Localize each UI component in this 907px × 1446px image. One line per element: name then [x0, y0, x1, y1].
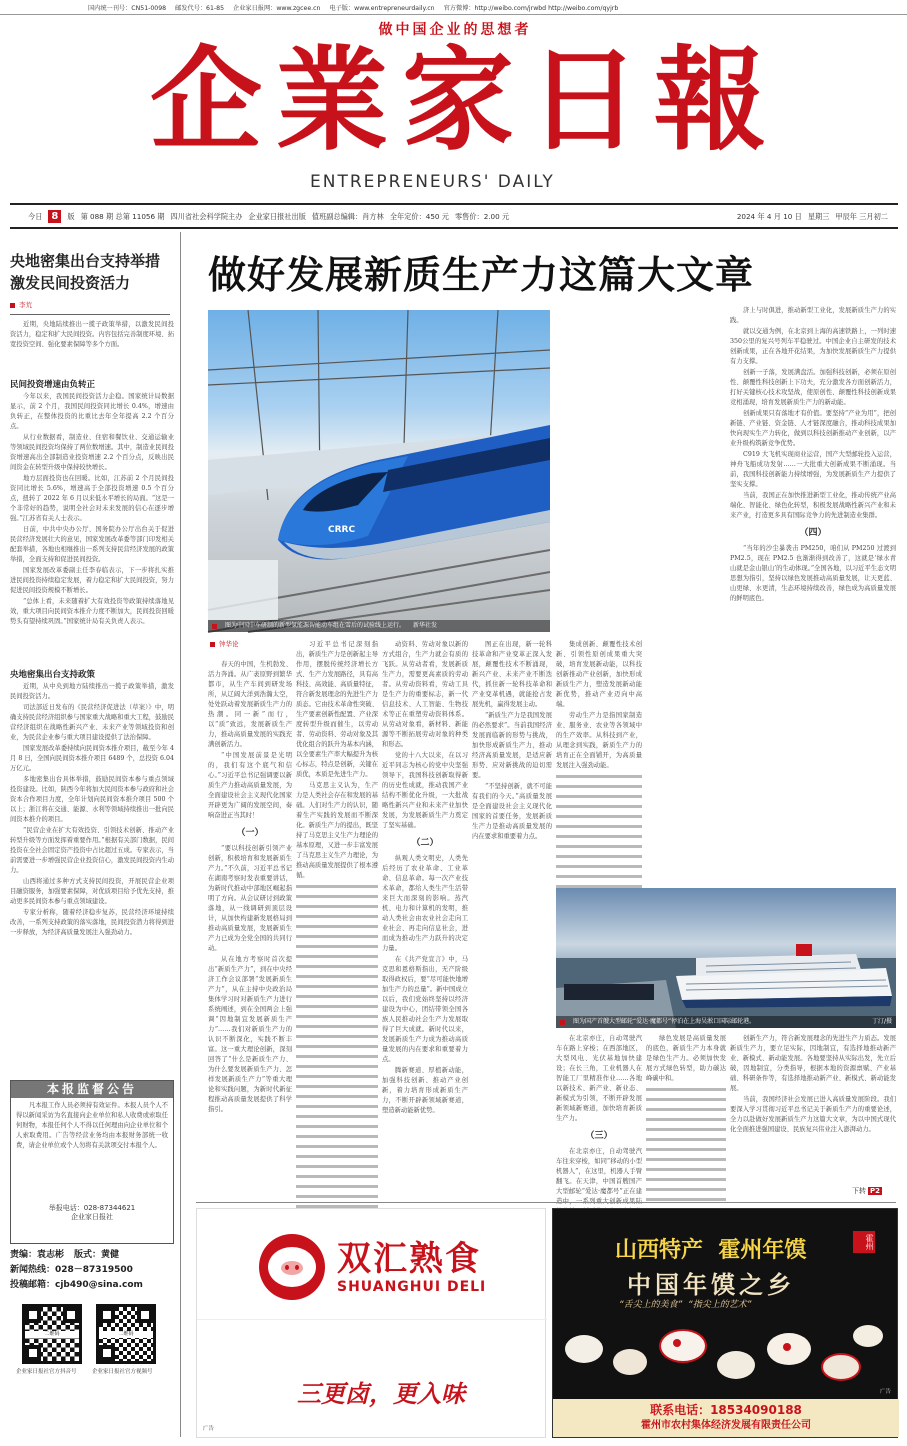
ad-company: 霍州市农村集体经济发展有限责任公司 — [641, 1420, 811, 1431]
author-marker-icon — [10, 303, 15, 308]
caption-credit: 新华社发 — [413, 622, 438, 629]
main-paragraph: 就以交通为例，在北京到上海的高速铁路上，一列时速350公里的复兴号列车平稳驶过。中国企业自主研发的技术创新成果，正在各地开花结果，为加快发展新质生产力提供有力支撑。 — [730, 328, 896, 365]
main-paragraph: C919 大飞机实现商业运营，国产大型邮轮投入运营，神舟飞船成功发射……一大批重大创新成果不断涌现。当前，我国科技创新能力持续增强，为发展新质生产力提供了坚实支撑。 — [730, 451, 896, 488]
page-count-badge: 8 — [48, 210, 61, 223]
main-col-4-bottom — [556, 1034, 642, 1200]
main-paragraph: 党的十八大以来，在以习近平同志为核心的党中央坚强领导下，我国科技创新取得新的历史性成就，推动我国产业结构不断优化升级，一大批战略性新兴产业和未来产业加快发展，为发展新质生产力奠定了坚实基础。 — [382, 752, 468, 829]
credits-box — [10, 1248, 174, 1293]
supervision-notice — [10, 1080, 174, 1244]
main-paragraph: 集成创新、颠覆性技术创新、引领性原创成果重大突破，培育发展新动能，以科技创新推动产业创新，加快形成新质生产力，塑造发展新动能新优势，推动产业迈向中高端。 — [556, 641, 642, 708]
train-photo-caption — [208, 620, 550, 632]
retail-price: 零售价：2.00 元 — [454, 211, 510, 221]
slogan: 做中国企业的思想者 — [378, 22, 532, 38]
train-photo — [208, 310, 550, 632]
lunar-date: 甲辰年 三月初二 — [835, 211, 888, 221]
page-count-unit: 版 — [67, 211, 75, 221]
ad-badge: 霍州 — [853, 1231, 875, 1253]
left-body-1 — [10, 392, 174, 662]
main-paragraph: 绿色发展是高质量发展的底色，新质生产力本身就是绿色生产力。必须加快发展方式绿色转型，助力碳达峰碳中和。 — [646, 1035, 726, 1082]
ad-brand-english: SHUANGHUI DELI — [337, 1279, 487, 1295]
ship-caption-credit: 丁汀/摄 — [871, 1018, 892, 1025]
left-subheading-2: 央地密集出台支持政策 — [10, 670, 96, 680]
notice-org: 企业家日报社 — [71, 1213, 113, 1221]
main-author: 钟华论 — [219, 640, 239, 648]
jump-to-page[interactable] — [852, 1186, 882, 1196]
ad-title-1: 山西特产 霍州年馍 — [615, 1238, 807, 1263]
left-paragraph: “民营企业在扩大有效投资、引领技术创新、推动产业转型升级等方面发挥着重要作用。”根据有关部门数据，民间投资在全社会固定资产投资中占比超过五成。专家表示，当前需要进一步增强民营企业投资信心，激发民间投资内生动力。 — [10, 827, 174, 874]
ad-title-3: “舌尖上的美食” “指尖上的艺术” — [619, 1300, 752, 1310]
main-paragraph: 从在地方考察时首次提出“新质生产力”，到在中央经济工作会议部署“发展新质生产力”，从在主持中央政治局集体学习时对新质生产力进行系统阐述，到在全国两会上强调“因地制宜发展新质生产力”……我们对新质生产力的认识不断深化，实践不断丰富。这一重大理论创新，深刻回答了“什么是新质生产力、为什么要发展新质生产力、怎样发展新质生产力”等重大理论和实践问题，为新时代新征程推动高质量发展提供了科学指引。 — [208, 956, 292, 1113]
qr-code-video[interactable] — [96, 1304, 156, 1364]
left-column — [0, 232, 178, 1442]
main-paragraph: 马克思主义认为，生产力是人类社会存在和发展的基础。人们对生产力的认识，随着生产实践的发展而不断深化。新质生产力的提出，既坚持了马克思主义生产力理论的基本原理，又进一步丰富发展了马克思主义生产力理论，为推动高质量发展提供了根本遵循。 — [296, 782, 378, 879]
main-paragraph: 动资料、劳动对象以新的方式组合，生产力就会有质的飞跃。从劳动者看，发展新质生产力，需要更高素质的劳动者。从劳动资料看，劳动工具是生产力的重要标志，新一代信息技术、人工智能、生物技术等正在重塑劳动资料体系。从劳动对象看，新材料、新能源等不断拓展劳动对象的种类和形态。 — [382, 641, 468, 748]
train-illustration — [208, 310, 550, 632]
main-paragraph: 劳动生产力是指国家制造业、服务业、农业等各领域中的生产效率。从科技到产业，从理念到实践，新质生产力的培育正在全面铺开，为高质量发展注入强劲动能。 — [556, 712, 642, 769]
ad-right-tag: 广告 — [879, 1389, 891, 1395]
svg-text:CRRC: CRRC — [328, 525, 356, 535]
main-paragraph: 习近平总书记深刻指出，新质生产力是创新起主导作用，摆脱传统经济增长方式、生产力发展路径，具有高科技、高效能、高质量特征，符合新发展理念的先进生产力质态。它由技术革命性突破、生产要素创新性配置、产业深度转型升级而催生，以劳动者、劳动资料、劳动对象及其优化组合的跃升为基本内涵，以全要素生产率大幅提升为核心标志，特点是创新，关键在质优，本质是先进生产力。 — [296, 641, 378, 778]
weibo-url[interactable]: 官方微博：http://weibo.com/jrwbd http://weibo.com/qyjrb — [443, 5, 619, 12]
left-subheading-1: 民间投资增速由负转正 — [10, 380, 96, 390]
postal-code: 邮发代号：61-85 — [175, 5, 225, 12]
pig-logo-icon — [259, 1234, 325, 1300]
ad-huozhou[interactable] — [552, 1208, 898, 1438]
left-author: 李荒 — [19, 301, 32, 309]
qr-label-douyin: 企业家日报社官方抖音号 — [16, 1369, 77, 1375]
ship-photo-caption — [556, 1016, 896, 1028]
ad-slogan: 三更卤，更入味 — [297, 1380, 465, 1408]
main-paragraph: “中国发展前景是光明的，我们有这个底气和信心。”习近平总书记强调要以新质生产力推动高质量发展，为全面建设社会主义现代化国家开辟更为广阔的发展空间，奏响奋进正当其时！ — [208, 752, 292, 819]
dateline-bar — [28, 209, 888, 223]
today-label: 今日 — [28, 211, 43, 221]
main-col-7-bottom — [730, 1034, 896, 1184]
left-paragraph: 国家发展改革委副主任李春临表示，下一步将扎实推进民间投资持续稳定发展，着力稳定和扩大民间投资，努力促进民间投资规模不断增长。 — [10, 567, 174, 594]
ship-photo — [556, 888, 896, 1028]
cn-number: 国内统一刊号：CN51-0098 — [88, 5, 167, 12]
section-heading-2: （二） — [411, 838, 439, 848]
left-paragraph: 地方层面投资也在回暖。比如，江苏前 2 个月民间投资同比增长 5.6%，增速高于全部投资增速 0.5 个百分点，扭转了 2022 年 6 月以来低水平增长的局面。“这是一个非常好的趋势，说明全社会对未来发展的信心在逐步增强。”江苏省有关人士表示。 — [10, 475, 174, 522]
ship-caption-text: 图为国产首艘大型邮轮“爱达·魔都号”停泊在上海吴淞口国际邮轮港。 — [573, 1018, 756, 1025]
main-paragraph: “新质生产力是我国发展的必然要求”。当前我国经济发展面临新的形势与挑战，加快形成新质生产力，推动经济高质量发展，是适应新形势、应对新挑战的迫切需要。 — [472, 712, 552, 779]
publisher: 企业家日报社出版 — [248, 211, 306, 221]
left-headline-line-2: 激发民间投资活力 — [10, 274, 131, 292]
credit-layout: 版式：黄健 — [74, 1250, 120, 1260]
steamed-buns-illustration — [553, 1319, 899, 1397]
credit-editor: 责编：袁志彬 — [10, 1250, 65, 1260]
qr-code-douyin[interactable] — [22, 1304, 82, 1364]
left-paragraph: “总体上看，未来随着扩大有效投资等政策持续落地见效，重大项目向民间资本推介力度不断加大，民间投资回暖势头有望持续巩固。”国家统计局有关负责人表示。 — [10, 598, 174, 625]
main-paragraph: 济上与时俱进，推动新型工业化，发展新质生产力的实践。 — [730, 307, 896, 324]
submit-email[interactable]: 投稿邮箱：cjb490@sina.com — [10, 1280, 143, 1290]
qr-label-video: 企业家日报社官方视频号 — [92, 1369, 153, 1375]
ad-phone: 联系电话：18534090188 — [650, 1403, 802, 1417]
date: 2024 年 4 月 10 日 — [736, 211, 802, 221]
main-paragraph: 在《共产党宣言》中，马克思和恩格斯指出，无产阶级取得政权后，要“尽可能快地增加生产力的总量”。新中国成立以后，我们党始终坚持以经济建设为中心，团结带领全国各族人民推动社会生产力发展取得了巨大成就。新时代以来，发展新质生产力成为推动高质量发展的内在要求和重要着力点。 — [382, 956, 468, 1063]
main-paragraph: 当前，我国经济社会发展已进入高质量发展阶段。我们要深入学习贯彻习近平总书记关于新质生产力的重要论述，全力以赴做好发展新质生产力这篇大文章，为以中国式现代化全面推进强国建设、民族复兴伟业注入澎湃动力。 — [730, 1096, 896, 1133]
left-paragraph: 司法部近日发布的《民营经济促进法（草案）》中，明确支持民营经济组织参与国家重大战略和重大工程，鼓励民营经济组织在战略性新兴产业、未来产业等领域投资和创业，为民营企业参与重大项目建设提供了法治保障。 — [10, 704, 174, 741]
main-col-5-top — [556, 640, 642, 882]
ad-contact-bar — [553, 1399, 899, 1437]
ad-brand-name: 双汇熟食 — [337, 1239, 481, 1279]
main-paragraph: 创新一子落，发展满盘活。加强科技创新，必须在原创性、颠覆性科技创新上下功夫，充分激发各方面创新活力，打好关键核心技术攻坚战，使原创性、颠覆性科技创新成果竞相涌现，培育发展新质生产力的新动能。 — [730, 369, 896, 406]
main-paragraph: 腾新赛道、厚植新动能，加强科技创新、推动产业创新，着力培育形成新质生产力，不断开辟新领域新赛道，塑造新动能新优势。 — [382, 1067, 468, 1114]
left-paragraph: 今年以来，我国民间投资活力企稳。国家统计局数据显示，前 2 个月，我国民间投资同比增长 0.4%，增速由负转正，在整体投资的比重比去年全年提高 2.2 个百分点。 — [10, 393, 174, 430]
main-paragraph: 图正在出现，新一轮科技革命和产业变革正深入发展，颠覆性技术不断涌现，新兴产业、未来产业不断迭代，抓住新一轮科技革命和产业变革机遇，就能抢占发展先机，赢得发展主动。 — [472, 641, 552, 708]
epaper-url[interactable]: 电子版：www.entrepreneurdaily.cn — [329, 5, 435, 12]
masthead-english: ENTREPRENEURS' DAILY — [310, 172, 555, 192]
main-paragraph: 在北京亦庄，自动驾驶汽车在路上穿梭；在西部地区，大型风电、光伏基地加快建设；在长三角，工业机器人在智能工厂里精准作业……各地以新技术、新产业、新业态、新模式为引领，不断开辟发展新领域新赛道，加快培育新质生产力。 — [556, 1035, 642, 1122]
left-paragraph: 山西将通过多种方式支持民间投资，开展民营企业项目融资服务，加强要素保障，对优质项目给予优先支持，推动更多民间资本参与重点领域建设。 — [10, 878, 174, 905]
main-author-row — [210, 640, 239, 649]
main-col-4-top — [472, 640, 552, 882]
ship-illustration — [556, 888, 896, 1028]
website[interactable]: 企业家日报网：www.zgcee.cn — [233, 5, 321, 12]
left-paragraph: 国家发展改革委持续向民间资本推介项目，截至今年 4 月 8 日，全国向民间资本推介项目 6489 个，总投资 6.04 万亿元。 — [10, 745, 174, 772]
main-paragraph: 创新生产力，符合新发展理念的先进生产力质态。发展新质生产力，要立足实际，因地制宜，有选择地推动新产业、新模式、新动能发展。各地要坚持从实际出发，先立后破，因地制宜，分类指导，根据本地的资源禀赋、产业基础、科研条件等，有选择地推动新产业、新模式、新动能发展。 — [730, 1035, 896, 1092]
notice-body: 凡本报工作人员必须持有效证件。本报人员个人不得以新闻采访为名直接向企业单位和私人收费或索取任何财物，本报任何个人不得以任何理由向企业单位和个人索取费用。广告等经营业务均由本报财务部统一收费，请企业单位或个人勿将有关款项交付本报个人。 — [16, 1102, 168, 1149]
notice-phone: 举报电话：028-87344621 — [48, 1204, 136, 1212]
notice-title: 本报监督公告 — [11, 1081, 173, 1098]
sponsor: 四川省社会科学院主办 — [170, 211, 243, 221]
ad-left-tag: 广告 — [203, 1426, 215, 1432]
main-paragraph: “要以科技创新引领产业创新，积极培育和发展新质生产力。”不久前，习近平总书记在湖南考察时发表重要讲话，为新时代推动中部地区崛起指明了方向。从会议研讨到政策落地，从一线调研到顶层设计，从加快构建新发展格局到推动高质量发展，发展新质生产力已成为全党全国的共同行动。 — [208, 845, 292, 952]
section-heading-4: （四） — [799, 528, 827, 538]
news-hotline: 新闻热线：028－87319500 — [10, 1265, 133, 1275]
caption-marker-icon — [560, 1020, 565, 1025]
main-col-6-bottom — [646, 1034, 726, 1200]
annual-price: 全年定价：450 元 — [389, 211, 449, 221]
top-info-bar — [88, 4, 848, 13]
caption-text: 图为中国中车研制的新型氢能源智能动车组在雪后的试验线上运行。 — [225, 622, 406, 629]
main-headline: 做好发展新质生产力这篇大文章 — [208, 252, 755, 297]
jump-page: P2 — [870, 1187, 881, 1195]
duty-editor: 值班副总编辑：肖方林 — [311, 211, 384, 221]
main-paragraph: “当年的沙尘暴袭击 PM250，咱们从 PM250 过渡到 PM2.5，现在 PM2.5 也渐渐得到改善了，这就是‘绿水青山就是金山银山’的生动体现。”全国各地，以习近平生态文明思想为指引，坚持以绿色发展推动高质量发展，让天更蓝、山更绿、水更清，生态环境持续改善，绿色成为高质量发展的鲜明底色。 — [730, 545, 896, 602]
main-paragraph: 当前，我国正在加快推进新型工业化，推动传统产业高端化、智能化、绿色化转型，积极发展战略性新兴产业和未来产业，打造更多具有国际竞争力的先进制造业集群。 — [730, 492, 896, 519]
main-col-5 — [730, 306, 896, 884]
qr-code-douyin-placeholder: 二维码 — [25, 1331, 79, 1338]
left-paragraph: 多地密集出台具体举措，鼓励民间资本参与重点领域投资建设。比如，陕西今年将加大民间资本参与政府和社会资本合作项目力度，全年计划向民间资本推介项目 500 个以上；浙江将在交通、能源、水利等领域持续推出一批向民间资本推介的项目。 — [10, 776, 174, 823]
issue-number: 第 088 期 总第 11056 期 — [80, 211, 165, 221]
section-heading-1: （一） — [236, 828, 264, 838]
main-paragraph: 在北京亦庄，自动驾驶汽车往来穿梭，如同“移动的小型机器人”，在这里，机器人手臂翻飞。在天津，中国首艘国产大型邮轮“爱达·魔都号”正在建 — [556, 1148, 642, 1195]
ad-shuanghui[interactable] — [196, 1208, 546, 1438]
main-paragraph: 春天的中国，生机勃发、活力奔涌。从广袤原野到繁华都市，从生产车间到研发场所，从辽阔大洋到浩瀚太空，处处跃动着发展新质生产力的热潮。同一新”而行，以“质”致远，发展新质生产力，推动高质量发展的实践充满创新活力。 — [208, 661, 292, 748]
left-body-2 — [10, 682, 174, 1072]
author-marker-icon — [210, 642, 215, 647]
left-headline-line-1: 央地密集出台支持举措 — [10, 252, 161, 270]
main-paragraph: “不坚持创新，就不可能有我们的今天。”高质量发展是全面建设社会主义现代化国家的首要任务，发展新质生产力是推动高质量发展的内在要求和重要着力点。 — [472, 783, 552, 840]
left-paragraph: 专家分析称，随着经济稳步复苏，民营经济环境持续改善，一系列支持政策的落实落地，民间投资潜力将得到进一步释放，为经济高质量发展注入强劲动力。 — [10, 909, 174, 936]
weekday: 星期三 — [807, 211, 830, 221]
caption-marker-icon — [212, 624, 217, 629]
left-paragraph: 近期，从中央到地方陆续推出一揽子政策举措，激发民间投资活力。 — [10, 683, 174, 700]
masthead-title: 企業家日報 — [150, 35, 780, 166]
left-paragraph: 从行业数据看，制造业、住宿和餐饮业、交通运输业等领域民间投资均保持了两位数增速。其中，制造业民间投资增速高出全部制造业投资增速 2.2 个百分点，反映出民间资金在转型升级中保持较快增长。 — [10, 434, 174, 471]
qr-code-video-placeholder: 二维码 — [99, 1331, 153, 1338]
left-paragraph: 日前，中共中央办公厅、国务院办公厅出台关于促进民营经济发展壮大的意见，国家发展改革委等部门印发相关配套举措，各地也相继推出一系列支持民营经济发展的政策举措，全面支持和促进民间投资。 — [10, 526, 174, 563]
left-lead: 近期，央地陆续推出一揽子政策举措，以激发民间投资活力，稳定和扩大民间投资。内容包括完善制度环境、拓宽投资空间、强化要素保障等多个方面。 — [10, 321, 174, 348]
main-paragraph: 纵观人类文明史，人类先后经历了农业革命、工业革命、信息革命。每一次产业技术革命，都给人类生产生活带来巨大而深刻的影响。蒸汽机、电力和计算机的发明，推动人类社会由农业社会走向工业社会、再走向信息社会，进而成为推动生产力跃升的决定力量。 — [382, 855, 468, 952]
section-heading-3: （三） — [585, 1131, 613, 1141]
jump-label: 下转 — [852, 1187, 866, 1195]
main-paragraph: 创新成果只有落地才有价值。要坚持“产业为用”，把创新链、产业链、资金链、人才链深度融合，推动科技成果加快向现实生产力转化，做到以科技创新推动产业创新，以产业升级构筑新竞争优势。 — [730, 410, 896, 447]
ad-title-2: 中国年馍之乡 — [627, 1270, 795, 1299]
